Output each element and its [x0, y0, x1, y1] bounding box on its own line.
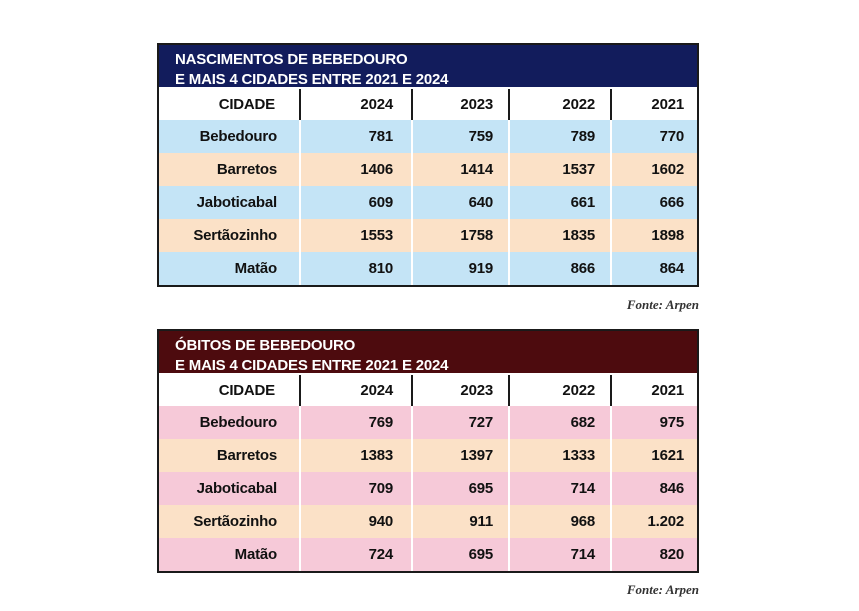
city-cell: Sertãozinho: [193, 227, 277, 244]
city-cell: Bebedouro: [199, 414, 277, 431]
value-cell: 769: [299, 406, 411, 439]
value-cell: 682: [508, 406, 610, 439]
births-header-row: [159, 87, 697, 120]
value-cell: 789: [508, 120, 610, 153]
value-cell: 661: [508, 186, 610, 219]
value-cell: 975: [610, 406, 697, 439]
value-cell: 1.202: [610, 505, 697, 538]
header-city: CIDADE: [218, 96, 275, 113]
table-row: [159, 406, 697, 439]
city-cell: Jaboticabal: [196, 194, 277, 211]
table-row: [159, 538, 697, 571]
value-cell: 1333: [508, 439, 610, 472]
value-cell: 695: [411, 538, 508, 571]
value-cell: 820: [610, 538, 697, 571]
deaths-table: [157, 329, 699, 573]
header-city: CIDADE: [218, 382, 275, 399]
value-cell: 724: [299, 538, 411, 571]
births-table: [157, 43, 699, 287]
value-cell: 1621: [610, 439, 697, 472]
value-cell: 1602: [610, 153, 697, 186]
value-cell: 919: [411, 252, 508, 285]
births-source: Fonte: Arpen: [626, 297, 699, 312]
city-cell: Sertãozinho: [193, 513, 277, 530]
value-cell: 781: [299, 120, 411, 153]
value-cell: 714: [508, 538, 610, 571]
value-cell: 666: [610, 186, 697, 219]
header-2024: 2024: [299, 89, 411, 120]
value-cell: 727: [411, 406, 508, 439]
city-cell: Matão: [234, 260, 277, 277]
header-2021: 2021: [610, 89, 697, 120]
value-cell: 911: [411, 505, 508, 538]
deaths-source: Fonte: Arpen: [626, 582, 699, 597]
deaths-title-line1: ÓBITOS DE BEBEDOURO: [175, 337, 356, 354]
value-cell: 1537: [508, 153, 610, 186]
value-cell: 1383: [299, 439, 411, 472]
value-cell: 770: [610, 120, 697, 153]
value-cell: 1553: [299, 219, 411, 252]
city-cell: Matão: [234, 546, 277, 563]
value-cell: 695: [411, 472, 508, 505]
value-cell: 1406: [299, 153, 411, 186]
header-2022: 2022: [508, 89, 610, 120]
value-cell: 1835: [508, 219, 610, 252]
table-row: [159, 153, 697, 186]
value-cell: 846: [610, 472, 697, 505]
value-cell: 609: [299, 186, 411, 219]
value-cell: 714: [508, 472, 610, 505]
value-cell: 968: [508, 505, 610, 538]
table-row: [159, 252, 697, 285]
value-cell: 864: [610, 252, 697, 285]
table-row: [159, 186, 697, 219]
deaths-title-line2: E MAIS 4 CIDADES ENTRE 2021 E 2024: [175, 357, 449, 374]
value-cell: 1397: [411, 439, 508, 472]
header-2024: 2024: [299, 375, 411, 406]
table-row: [159, 439, 697, 472]
header-2022: 2022: [508, 375, 610, 406]
table-row: [159, 120, 697, 153]
value-cell: 810: [299, 252, 411, 285]
value-cell: 640: [411, 186, 508, 219]
header-2023: 2023: [411, 89, 508, 120]
value-cell: 1414: [411, 153, 508, 186]
births-title-line2: E MAIS 4 CIDADES ENTRE 2021 E 2024: [175, 71, 449, 88]
header-2023: 2023: [411, 375, 508, 406]
deaths-table-title: [159, 331, 697, 373]
value-cell: 709: [299, 472, 411, 505]
table-row: [159, 505, 697, 538]
city-cell: Barretos: [216, 447, 277, 464]
table-row: [159, 472, 697, 505]
table-row: [159, 219, 697, 252]
value-cell: 940: [299, 505, 411, 538]
value-cell: 1758: [411, 219, 508, 252]
value-cell: 1898: [610, 219, 697, 252]
city-cell: Jaboticabal: [196, 480, 277, 497]
value-cell: 759: [411, 120, 508, 153]
value-cell: 866: [508, 252, 610, 285]
births-table-title: [159, 45, 697, 87]
city-cell: Bebedouro: [199, 128, 277, 145]
births-title-line1: NASCIMENTOS DE BEBEDOURO: [175, 51, 408, 68]
deaths-header-row: [159, 373, 697, 406]
city-cell: Barretos: [216, 161, 277, 178]
header-2021: 2021: [610, 375, 697, 406]
